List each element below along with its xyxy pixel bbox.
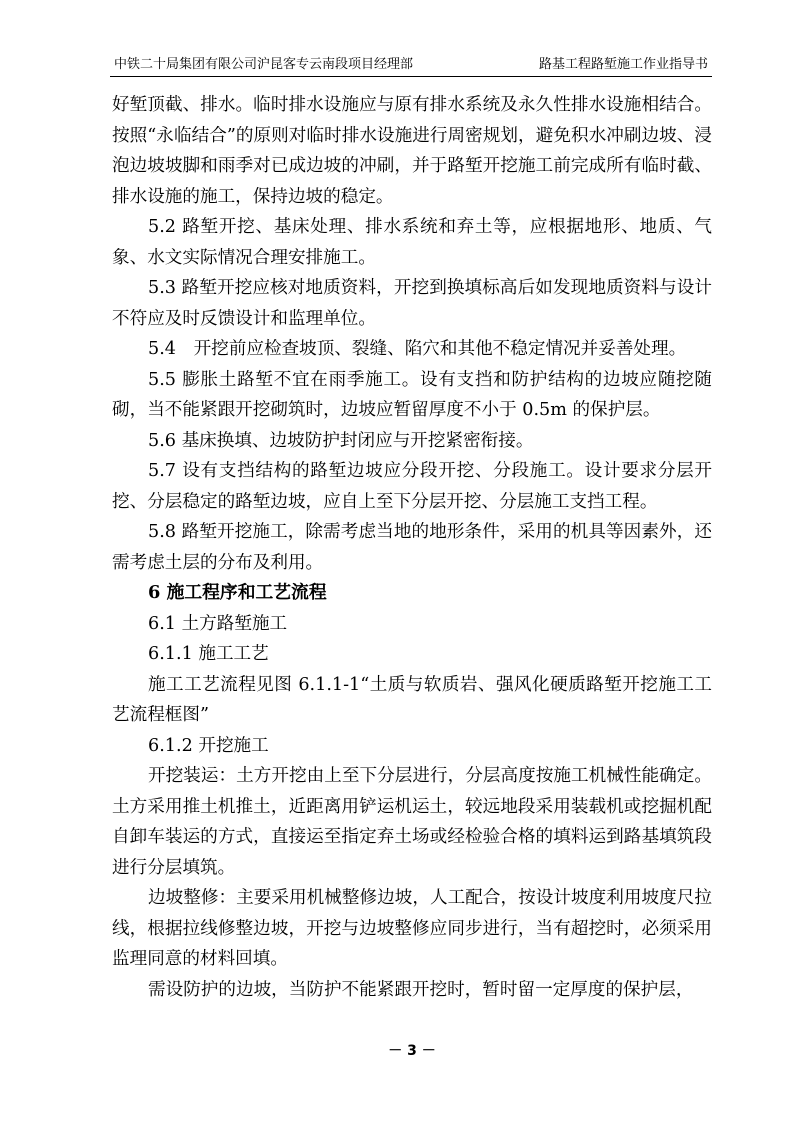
paragraph-5-8: 5.8 路堑开挖施工，除需考虑当地的地形条件，采用的机具等因素外，还需考虑土层的分布及利用。 xyxy=(112,522,712,573)
paragraph-5-3: 5.3 路堑开挖应核对地质资料，开挖到换填标高后如发现地质资料与设计不符应及时反馈设计和监理单位。 xyxy=(112,278,712,329)
section-heading-6-1-1: 6.1.1 施工工艺 xyxy=(148,644,269,664)
paragraph-5-4: 5.4 开挖前应检查坡顶、裂缝、陷穴和其他不稳定情况并妥善处理。 xyxy=(148,339,687,359)
paragraph-drainage: 好堑顶截、排水。临时排水设施应与原有排水系统及永久性排水设施相结合。按照“永临结合”的原则对临时排水设施进行周密规划，避免积水冲刷边坡、浸泡边坡坡脚和雨季对已成边坡的冲刷，并于路堑开挖施工前完成所有临时截、排水设施的施工，保持边坡的稳定。 xyxy=(112,95,712,207)
paragraph-5-7: 5.7 设有支挡结构的路堑边坡应分段开挖、分段施工。设计要求分层开挖、分层稳定的路堑边坡，应自上至下分层开挖、分层施工支挡工程。 xyxy=(112,461,712,512)
paragraph-5-2: 5.2 路堑开挖、基床处理、排水系统和弃土等，应根据地形、地质、气象、水文实际情况合理安排施工。 xyxy=(112,217,712,268)
paragraph-protection-layer: 需设防护的边坡，当防护不能紧跟开挖时，暂时留一定厚度的保护层， xyxy=(148,979,694,1000)
paragraph-5-6: 5.6 基床换填、边坡防护封闭应与开挖紧密衔接。 xyxy=(148,430,534,451)
page-header xyxy=(110,52,712,77)
page-content xyxy=(112,90,712,1005)
page-number: － 3 － xyxy=(388,1043,436,1059)
header-organization: 中铁二十局集团有限公司沪昆客专云南段项目经理部 xyxy=(114,57,414,72)
paragraph-6-1-1: 施工工艺流程见图 6.1.1-1“土质与软质岩、强风化硬质路堑开挖施工工艺流程框图” xyxy=(112,674,712,725)
header-document-title: 路基工程路堑施工作业指导书 xyxy=(538,57,708,72)
section-heading-6-1: 6.1 土方路堑施工 xyxy=(148,613,288,634)
section-heading-6: 6 施工程序和工艺流程 xyxy=(148,582,327,603)
section-heading-6-1-2: 6.1.2 开挖施工 xyxy=(148,735,269,756)
paragraph-slope-trimming: 边坡整修：主要采用机械整修边坡，人工配合，按设计坡度利用坡度尺拉线，根据拉线修整边坡，开挖与边坡整修应同步进行，当有超挖时，必须采用监理同意的材料回填。 xyxy=(112,888,712,969)
paragraph-excavation: 开挖装运：土方开挖由上至下分层进行，分层高度按施工机械性能确定。土方采用推土机推土，近距离用铲运机运土，较远地段采用装载机或挖掘机配自卸车装运的方式，直接运至指定弃土场或经检验合格的填料运到路基填筑段进行分层填筑。 xyxy=(112,766,712,878)
paragraph-5-5: 5.5 膨胀土路堑不宜在雨季施工。设有支挡和防护结构的边坡应随挖随砌，当不能紧跟开挖砌筑时，边坡应暂留厚度不小于 0.5m 的保护层。 xyxy=(112,369,712,420)
